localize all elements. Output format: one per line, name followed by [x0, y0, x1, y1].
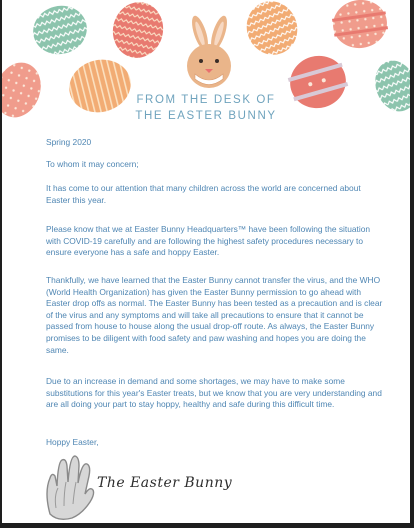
- paragraph-2: Please know that we at Easter Bunny Headquarters™ have been following the situation with COVID-19 carefully and are following the highest safety procedures necessary to ensure everyone has a safe and hoppy Easter.: [46, 224, 371, 258]
- letter-closing: Hoppy Easter,: [46, 437, 99, 447]
- letter-page: [2, 0, 410, 523]
- striped-egg-icon: [64, 53, 137, 118]
- mint-egg-right-icon: [368, 55, 410, 118]
- paragraph-3: Thankfully, we have learned that the Easter Bunny cannot transfer the virus, and the WHO (World Health Organization) has given the Easter Bunny permission to go ahead with Easter drop offs as normal. The Easter Bunny has been tested as a precaution and is clear of the virus and any symptoms and will take all precautions to ensure that it cannot be passed from house to house along the usual drop-off route. As always, the Easter Bunny promises to be diligent with food safety and paw washing and hopes you are doing the same.: [46, 275, 383, 355]
- paragraph-4: Due to an increase in demand and some shortages, we may have to make some substitutions for this year's Easter treats, but we know that you are very understanding and are all doing your part to stay hoppy, healthy and safe during this difficult time.: [46, 376, 382, 410]
- paragraph-1: It has come to our attention that many children across the world are concerned about Easter this year.: [46, 183, 361, 205]
- letter-date: Spring 2020: [46, 137, 92, 147]
- letter-greeting: To whom it may concern;: [46, 159, 139, 169]
- mint-egg-icon: [28, 0, 93, 60]
- red-egg-icon: [108, 0, 169, 63]
- heading-line-2: THE EASTER BUNNY: [135, 110, 277, 122]
- pink-egg-icon: [330, 0, 390, 52]
- orange-egg-icon: [239, 0, 306, 62]
- bunny-face-icon: [187, 14, 231, 88]
- heading-line-1: FROM THE DESK OF: [136, 94, 276, 106]
- paw-print-icon: [42, 452, 96, 522]
- signature: The Easter Bunny: [97, 475, 233, 491]
